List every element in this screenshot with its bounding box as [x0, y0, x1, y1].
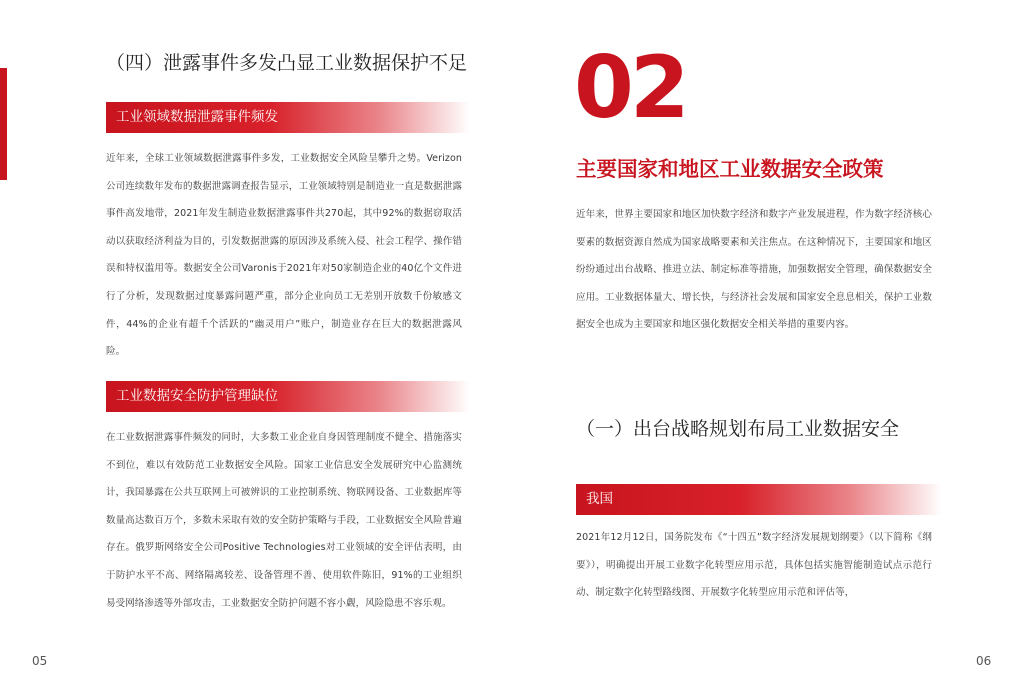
- page-number-right: 06: [976, 654, 992, 668]
- chapter-heading: 主要国家和地区工业数据安全政策: [576, 157, 884, 181]
- left-edge-accent-bar: [0, 68, 7, 180]
- chapter-number: 02: [574, 38, 686, 138]
- ribbon-china: 我国: [576, 484, 942, 515]
- paragraph-protection-gap: 在工业数据泄露事件频发的同时，大多数工业企业自身因管理制度不健全、措施落实不到位，难以有效防范工业数据安全风险。国家工业信息安全发展研究中心监测统计，我国暴露在公共互联网上可被辨识的工业控制系统、物联网设备、工业数据库等数量高达数百万个，多数未采取有效的安全防护策略与手段，工业数据安全风险普遍存在。俄罗斯网络安全公司Positive Technologies对工业领域的安全评估表明，由于防护水平不高、网络隔离较差、设备管理不善、使用软件陈旧，91%的工业组织易受网络渗透等外部攻击，工业数据安全防护问题不容小觑，风险隐患不容乐观。: [106, 432, 462, 609]
- section-title: （四）泄露事件多发凸显工业数据保护不足: [106, 52, 468, 74]
- page-number-left: 05: [32, 654, 48, 668]
- paragraph-policy-intro: 近年来，世界主要国家和地区加快数字经济和数字产业发展进程，作为数字经济核心要素的数据资源自然成为国家战略要素和关注焦点。在这种情况下，主要国家和地区纷纷通过出台战略、推进立法、制定标准等措施，加强数据安全管理，确保数据安全应用。工业数据体量大、增长快，与经济社会发展和国家安全息息相关，保护工业数据安全也成为主要国家和地区强化数据安全相关举措的重要内容。: [576, 209, 932, 331]
- sub-heading-strategy: （一）出台战略规划布局工业数据安全: [576, 418, 900, 440]
- paragraph-data-leaks: 近年来，全球工业领域数据泄露事件多发，工业数据安全风险呈攀升之势。Verizon公司连续数年发布的数据泄露调查报告显示，工业领域特别是制造业一直是数据泄露事件高发地带，2021年发生制造业数据泄露事件共270起，其中92%的数据窃取活动以获取经济利益为目的，引发数据泄露的原因涉及系统入侵、社会工程学、操作错误和特权滥用等。数据安全公司Varonis于2021年对50家制造企业的40亿个文件进行了分析，发现数据过度暴露问题严重，部分企业向员工无差别开放数千份敏感文件，44%的企业有超千个活跃的“幽灵用户”账户，制造业存在巨大的数据泄露风险。: [106, 153, 462, 358]
- ribbon-industrial-data-leaks: 工业领域数据泄露事件频发: [106, 102, 470, 133]
- paragraph-china-policy: 2021年12月12日，国务院发布《“十四五”数字经济发展规划纲要》（以下简称《纲要》），明确提出开展工业数字化转型应用示范，具体包括实施智能制造试点示范行动、制定数字化转型路线图、开展数字化转型应用示范和评估等，: [576, 532, 932, 599]
- ribbon-protection-gap: 工业数据安全防护管理缺位: [106, 381, 470, 412]
